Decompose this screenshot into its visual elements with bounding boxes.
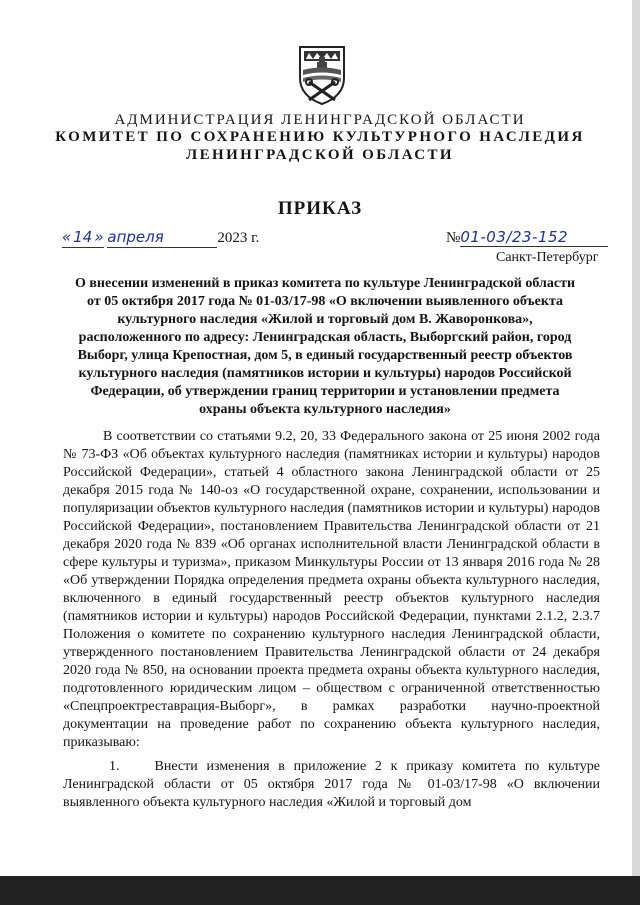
city-label: Санкт-Петербург	[496, 250, 599, 265]
number-prefix: №	[446, 230, 461, 246]
scan-edge-bottom	[0, 876, 640, 905]
order-date	[62, 228, 259, 248]
document-title: О внесении изменений в приказ комитета по культуре Ленинградской области от 05 октября 2017 года № 01-03/17-98 «О включении выявленного объекта культурного наследия «Жилой и торговый дом В. Жаворонкова», расположенного по адресу: Ленинградская область, Выборгский район, город Выборг, улица Крепостная, дом 5, в единый государственный реестр объектов культурного наследия (памятников истории и культуры) народов Российской Федерации, об утверждении границ территории и установлении предмета охраны объекта культурного наследия»	[74, 276, 576, 417]
order-number	[446, 228, 608, 247]
leningrad-oblast-coat-of-arms-icon	[297, 44, 347, 106]
scan-edge-right	[632, 0, 640, 876]
date-day-field	[62, 228, 104, 248]
document-type-heading: ПРИКАЗ	[277, 198, 363, 219]
date-open-quote: «	[62, 228, 72, 246]
date-close-quote: »	[94, 228, 104, 246]
date-year: 2023 г.	[217, 230, 260, 246]
header-line-administration: АДМИНИСТРАЦИЯ ЛЕНИНГРАДСКОЙ ОБЛАСТИ	[114, 112, 526, 128]
date-day: 14	[73, 228, 93, 246]
preamble-paragraph: В соответствии со статьями 9.2, 20, 33 Федерального закона от 25 июня 2002 года № 73-ФЗ «Об объектах культурного наследия (памятниках истории и культуры) народов Российской Федерации», статьей 4 областного закона Ленинградской области от 25 декабря 2015 года № 140-оз «О государственной охране, сохранении, использовании и популяризации объектов культурного наследия (памятников истории и культуры) народов Российской Федерации», постановлением Правительства Ленинградской области от 21 декабря 2020 года № 839 «Об органах исполнительной власти Ленинградской области в сфере культуры и туризма», приказом Минкультуры России от 13 января 2016 года № 28 «Об утверждении Порядка определения предмета охраны объекта культурного наследия, включенного в единый государственный реестр объектов культурного наследия (памятников истории и культуры) народов Российской Федерации, пунктами 2.1.2, 2.3.7 Положения о комитете по сохранению культурного наследия Ленинградской области, утвержденного постановлением Правительства Ленинградской области от 24 декабря 2020 года № 850, на основании проекта предмета охраны объекта культурного наследия, подготовленного юридическим лицом – обществом с ограниченной ответственностью «Спецпроектреставрация-Выборг», в рамках разработки научно-проектной документации на проведение работ по сохранению объекта культурного наследия, приказываю:	[63, 429, 600, 750]
header-line-region: ЛЕНИНГРАДСКОЙ ОБЛАСТИ	[186, 147, 454, 163]
date-month-field	[107, 228, 217, 248]
header-line-committee: КОМИТЕТ ПО СОХРАНЕНИЮ КУЛЬТУРНОГО НАСЛЕДИЯ	[55, 129, 585, 145]
date-month: апреля	[107, 228, 164, 246]
number-value: 01-03/23-152	[460, 228, 608, 247]
clause-1-paragraph: 1. Внести изменения в приложение 2 к приказу комитета по культуре Ленинградской области от 05 октября 2017 года № 01-03/17-98 «О включении выявленного объекта культурного наследия «Жилой и торговый дом	[63, 759, 600, 810]
